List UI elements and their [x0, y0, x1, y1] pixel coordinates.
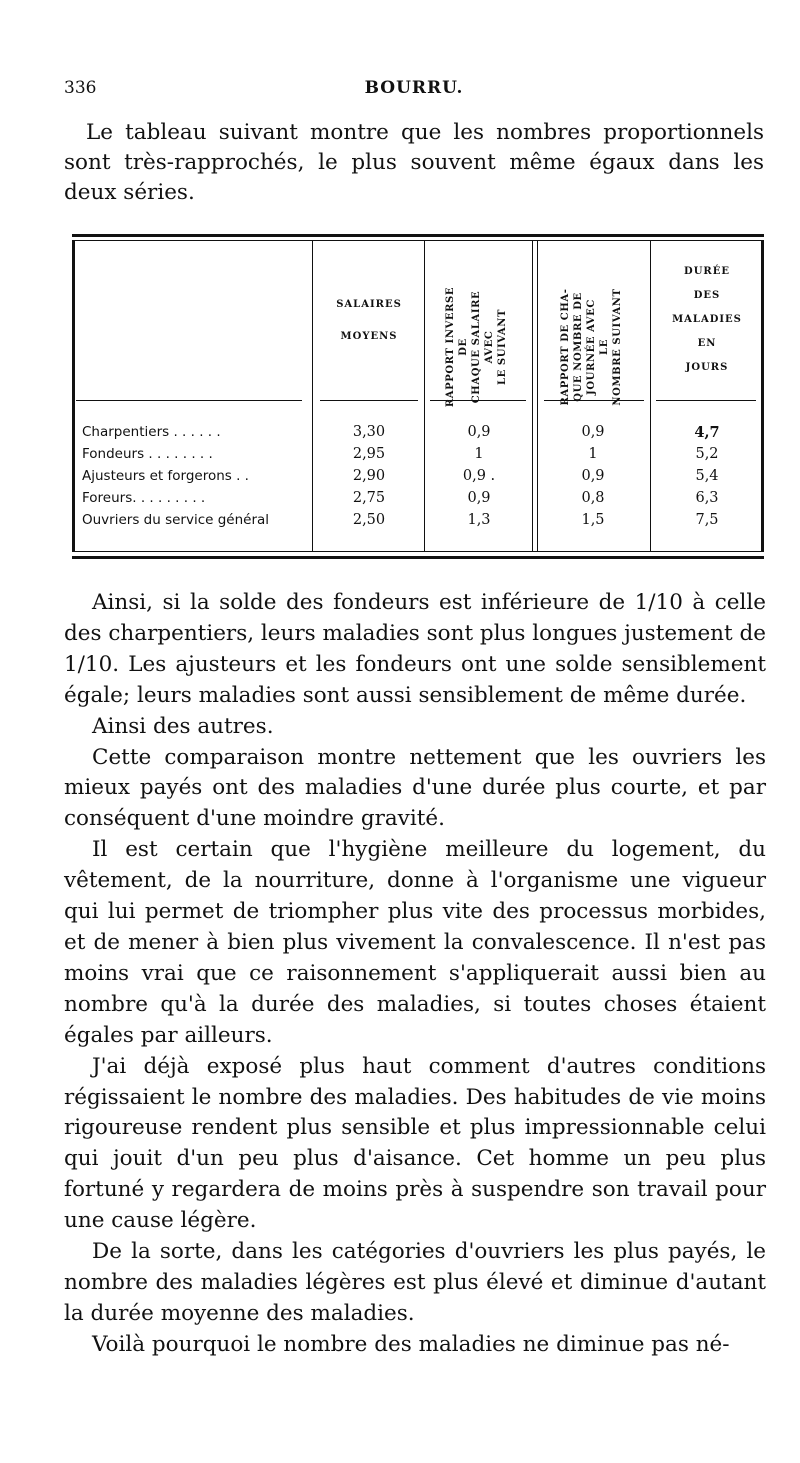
- paragraph: Ainsi, si la solde des fondeurs est inférieure de 1/10 à celle des charpentiers, leurs maladies sont plus longues justement de 1/10. Les ajusteurs et les fondeurs ont une solde sensiblement égale; leurs maladies sont aussi sensiblement de même durée.: [64, 590, 766, 708]
- cell-rapport-salaire: 1,3: [467, 512, 491, 528]
- paragraph: Ainsi des autres.: [92, 713, 274, 739]
- page-number: 336: [64, 78, 97, 98]
- table-rule-bottom: [72, 556, 764, 559]
- cell-duree: 7,5: [695, 512, 719, 528]
- cell-salaire: 2,90: [352, 468, 386, 484]
- body-text: [64, 588, 766, 1361]
- intro-paragraph: Le tableau suivant montre que les nombres proportionnels sont très-rapprochés, le plus souvent même égaux dans les deux séries.: [64, 120, 764, 205]
- paragraph: De la sorte, dans les catégories d'ouvriers les plus payés, le nombre des maladies légères est plus élevé et diminue d'autant la durée moyenne des maladies.: [64, 1239, 766, 1326]
- header-rapport-journee: RAPPORT DE CHA- QUE NOMBRE DE JOURNÉE AVEC LE NOMBRE SUIVANT: [560, 288, 623, 406]
- header-duree: DURÉE DES MALADIES EN JOURS: [672, 266, 742, 373]
- cell-salaire: 2,50: [352, 512, 386, 528]
- table-row: [72, 490, 764, 512]
- table-row: [72, 424, 764, 446]
- cell-rapport-salaire: 1: [474, 446, 484, 462]
- cell-salaire: 2,75: [352, 490, 386, 506]
- header-underline: [656, 400, 756, 401]
- cell-salaire: 3,30: [352, 424, 386, 440]
- row-label: Ajusteurs et forgerons . .: [82, 468, 249, 484]
- cell-duree: 5,4: [695, 468, 719, 484]
- cell-rapport-salaire: 0,9: [467, 490, 491, 506]
- cell-rapport-salaire: 0,9 .: [462, 468, 496, 484]
- cell-rapport-salaire: 0,9: [467, 424, 491, 440]
- cell-rapport-journee: 0,9: [581, 468, 605, 484]
- row-label: Ouvriers du service général: [82, 512, 270, 528]
- data-table: [72, 234, 764, 560]
- header-underline: [320, 400, 418, 401]
- row-label: Fondeurs . . . . . . . .: [82, 446, 213, 462]
- table-row: [72, 512, 764, 534]
- table-row: [72, 446, 764, 468]
- paragraph: J'ai déjà exposé plus haut comment d'autres conditions régissaient le nombre des maladies. Des habitudes de vie moins rigoureuse rendent plus sensible et plus impressionnable celui qui jouit d'un peu plus d'aisance. Cet homme un peu plus fortuné y regardera de moins près à suspendre son travail pour une cause légère.: [64, 1053, 766, 1234]
- paragraph: Voilà pourquoi le nombre des maladies ne diminue pas né-: [92, 1331, 730, 1357]
- table-row: [72, 468, 764, 490]
- row-label: Foreurs. . . . . . . . .: [82, 490, 206, 506]
- cell-duree: 5,2: [695, 446, 719, 462]
- cell-rapport-journee: 0,9: [581, 424, 605, 440]
- paragraph: Il est certain que l'hygiène meilleure du logement, du vêtement, de la nourriture, donne à l'organisme une vigueur qui lui permet de triompher plus vite des processus morbides, et de mener à bien plus vivement la convalescence. Il n'est pas moins vrai que ce raisonnement s'appliquerait aussi bien au nombre qu'à la durée des maladies, si toutes choses étaient égales par ailleurs.: [64, 837, 766, 1048]
- running-title: BOURRU.: [364, 78, 464, 98]
- cell-rapport-journee: 1,5: [581, 512, 605, 528]
- cell-duree: 6,3: [695, 490, 719, 506]
- header-underline: [76, 400, 302, 401]
- table-rule-top: [72, 234, 764, 237]
- running-head: [64, 78, 764, 102]
- table-rule-top-thin: [72, 240, 764, 241]
- table-rule-bottom-thin: [72, 551, 764, 552]
- cell-rapport-journee: 1: [588, 446, 598, 462]
- cell-salaire: 2,95: [352, 446, 386, 462]
- paragraph: Cette comparaison montre nettement que les ouvriers les mieux payés ont des maladies d'une durée plus courte, et par conséquent d'une moindre gravité.: [64, 744, 766, 832]
- header-rapport-salaire: RAPPORT INVERSE DE CHAQUE SALAIRE AVEC LE SUIVANT: [445, 286, 508, 408]
- header-salaires: SALAIRES MOYENS: [336, 299, 402, 342]
- row-label: Charpentiers . . . . . .: [82, 424, 221, 440]
- cell-duree: 4,7: [694, 424, 720, 441]
- cell-rapport-journee: 0,8: [581, 490, 605, 506]
